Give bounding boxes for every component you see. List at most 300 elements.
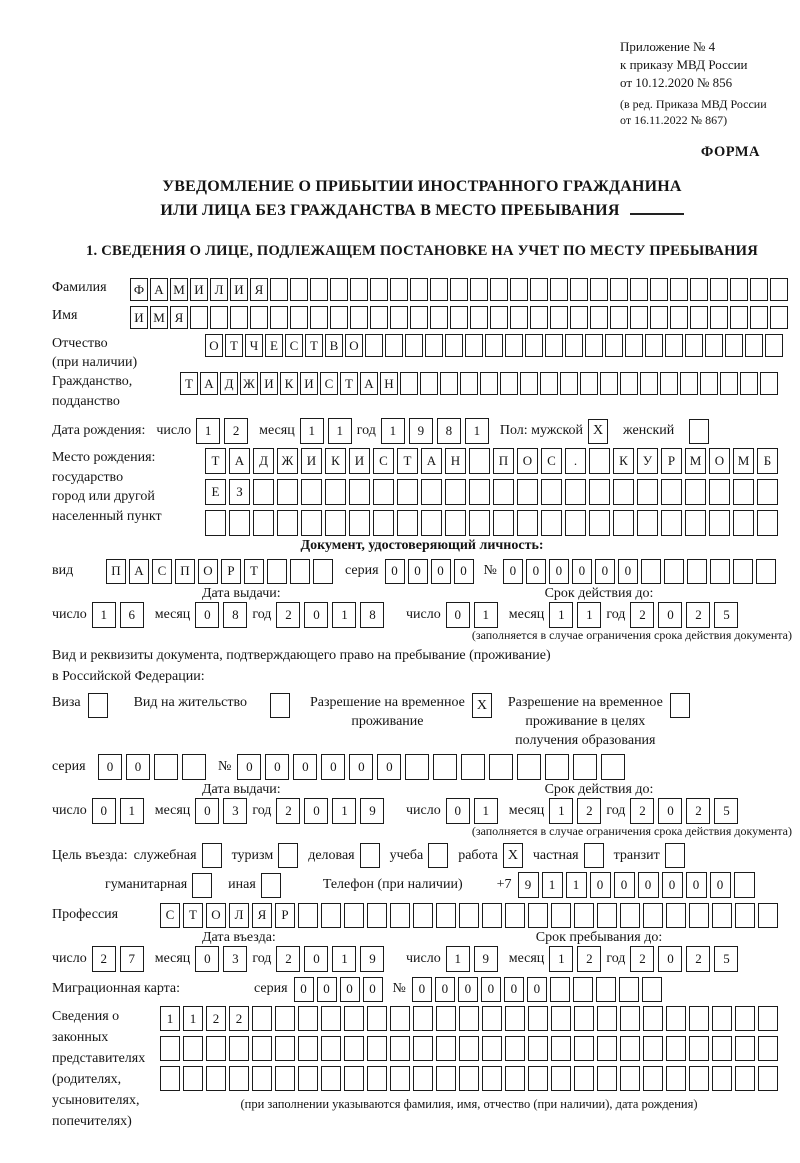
identity-issue-day-cells[interactable] [92,602,144,628]
char-cell[interactable]: 0 [446,798,470,824]
char-cell[interactable] [505,1066,525,1091]
char-cell[interactable] [390,1006,410,1031]
entry-month-cells[interactable] [195,946,247,972]
char-cell[interactable] [490,306,508,329]
purpose-official-checkbox[interactable] [202,843,222,868]
char-cell[interactable]: 0 [304,798,328,824]
char-cell[interactable] [530,306,548,329]
char-cell[interactable] [745,334,763,357]
migration-number-cells[interactable] [412,977,662,1002]
char-cell[interactable]: 8 [360,602,384,628]
char-cell[interactable]: 0 [98,754,122,780]
char-cell[interactable]: Т [305,334,323,357]
representatives-row2-cells[interactable] [160,1036,778,1061]
char-cell[interactable]: 6 [120,602,144,628]
char-cell[interactable]: 2 [630,602,654,628]
char-cell[interactable] [350,278,368,301]
char-cell[interactable] [530,278,548,301]
char-cell[interactable]: 0 [446,602,470,628]
char-cell[interactable]: 1 [332,602,356,628]
char-cell[interactable] [275,1066,295,1091]
char-cell[interactable] [597,1036,617,1061]
char-cell[interactable] [685,479,706,505]
char-cell[interactable]: А [150,278,168,301]
char-cell[interactable] [298,1036,318,1061]
surname-cells[interactable] [130,278,788,301]
char-cell[interactable] [469,448,490,474]
char-cell[interactable] [770,306,788,329]
char-cell[interactable]: 1 [328,418,352,444]
char-cell[interactable] [330,306,348,329]
char-cell[interactable] [709,510,730,536]
char-cell[interactable] [349,510,370,536]
char-cell[interactable]: О [709,448,730,474]
char-cell[interactable] [206,1036,226,1061]
char-cell[interactable] [528,903,548,928]
char-cell[interactable]: 0 [614,872,635,898]
char-cell[interactable]: 0 [618,559,638,584]
char-cell[interactable] [650,278,668,301]
char-cell[interactable] [459,1066,479,1091]
char-cell[interactable] [290,278,308,301]
char-cell[interactable] [637,479,658,505]
char-cell[interactable] [670,278,688,301]
char-cell[interactable] [367,1066,387,1091]
char-cell[interactable] [425,334,443,357]
char-cell[interactable]: Р [221,559,241,584]
char-cell[interactable] [190,306,208,329]
char-cell[interactable] [160,1066,180,1091]
char-cell[interactable]: Ж [277,448,298,474]
residence-number-cells[interactable] [237,754,625,780]
char-cell[interactable] [642,977,662,1002]
char-cell[interactable]: 2 [686,946,710,972]
char-cell[interactable] [229,1066,249,1091]
char-cell[interactable] [712,1006,732,1031]
char-cell[interactable]: 2 [630,946,654,972]
char-cell[interactable] [482,903,502,928]
entry-year-cells[interactable] [276,946,384,972]
char-cell[interactable] [758,1006,778,1031]
char-cell[interactable] [545,334,563,357]
char-cell[interactable] [517,754,541,780]
char-cell[interactable] [613,510,634,536]
char-cell[interactable] [690,278,708,301]
char-cell[interactable] [420,372,438,395]
char-cell[interactable]: 0 [293,754,317,780]
char-cell[interactable] [550,278,568,301]
char-cell[interactable] [735,1066,755,1091]
char-cell[interactable] [365,334,383,357]
char-cell[interactable]: Б [757,448,778,474]
char-cell[interactable]: 0 [572,559,592,584]
char-cell[interactable] [528,1066,548,1091]
char-cell[interactable] [541,479,562,505]
char-cell[interactable] [757,510,778,536]
char-cell[interactable]: 1 [465,418,489,444]
char-cell[interactable] [390,1066,410,1091]
char-cell[interactable] [689,903,709,928]
char-cell[interactable] [610,278,628,301]
char-cell[interactable] [367,1036,387,1061]
char-cell[interactable] [485,334,503,357]
char-cell[interactable]: 9 [360,798,384,824]
phone-cells[interactable] [518,872,755,898]
char-cell[interactable] [206,1066,226,1091]
char-cell[interactable] [301,479,322,505]
char-cell[interactable] [551,1036,571,1061]
char-cell[interactable]: Т [183,903,203,928]
char-cell[interactable]: П [175,559,195,584]
residence-series-cells[interactable] [98,754,206,780]
char-cell[interactable]: 2 [224,418,248,444]
char-cell[interactable] [505,334,523,357]
patronymic-cells[interactable] [205,334,783,357]
char-cell[interactable]: 0 [638,872,659,898]
char-cell[interactable] [765,334,783,357]
char-cell[interactable] [585,334,603,357]
char-cell[interactable] [666,1006,686,1031]
char-cell[interactable]: 0 [662,872,683,898]
char-cell[interactable] [758,1036,778,1061]
char-cell[interactable] [601,754,625,780]
char-cell[interactable]: И [230,278,248,301]
char-cell[interactable] [712,903,732,928]
char-cell[interactable]: 0 [195,602,219,628]
char-cell[interactable]: 1 [300,418,324,444]
char-cell[interactable] [275,1036,295,1061]
char-cell[interactable]: 2 [276,602,300,628]
char-cell[interactable]: 1 [549,602,573,628]
char-cell[interactable] [705,334,723,357]
char-cell[interactable] [613,479,634,505]
char-cell[interactable] [689,1006,709,1031]
char-cell[interactable]: С [152,559,172,584]
char-cell[interactable]: 0 [294,977,314,1002]
doc-type-cells[interactable] [106,559,333,584]
char-cell[interactable]: 1 [120,798,144,824]
char-cell[interactable] [373,510,394,536]
char-cell[interactable]: С [160,903,180,928]
char-cell[interactable] [643,1006,663,1031]
char-cell[interactable] [450,278,468,301]
char-cell[interactable]: 0 [321,754,345,780]
citizenship-cells[interactable] [180,372,778,395]
char-cell[interactable] [637,510,658,536]
char-cell[interactable] [625,334,643,357]
char-cell[interactable]: А [200,372,218,395]
residence-valid-year-cells[interactable] [630,798,738,824]
name-cells[interactable] [130,306,788,329]
char-cell[interactable] [493,510,514,536]
char-cell[interactable]: М [170,278,188,301]
char-cell[interactable] [735,1036,755,1061]
purpose-tourism-checkbox[interactable] [278,843,298,868]
char-cell[interactable]: 0 [458,977,478,1002]
char-cell[interactable]: О [345,334,363,357]
char-cell[interactable] [690,306,708,329]
char-cell[interactable]: И [190,278,208,301]
char-cell[interactable]: Я [170,306,188,329]
char-cell[interactable]: 1 [474,602,498,628]
char-cell[interactable]: К [613,448,634,474]
char-cell[interactable] [430,278,448,301]
char-cell[interactable] [410,306,428,329]
char-cell[interactable] [620,1066,640,1091]
char-cell[interactable] [643,1066,663,1091]
purpose-transit-checkbox[interactable] [665,843,685,868]
char-cell[interactable]: 0 [658,946,682,972]
char-cell[interactable] [597,1066,617,1091]
char-cell[interactable] [710,306,728,329]
char-cell[interactable]: 8 [437,418,461,444]
char-cell[interactable] [229,1036,249,1061]
char-cell[interactable] [757,479,778,505]
char-cell[interactable]: С [320,372,338,395]
char-cell[interactable]: И [301,448,322,474]
char-cell[interactable] [643,1036,663,1061]
char-cell[interactable] [735,1006,755,1031]
char-cell[interactable] [321,1006,341,1031]
char-cell[interactable]: Е [205,479,226,505]
char-cell[interactable]: П [106,559,126,584]
char-cell[interactable] [250,306,268,329]
char-cell[interactable] [183,1066,203,1091]
char-cell[interactable] [253,510,274,536]
char-cell[interactable]: 1 [549,946,573,972]
profession-cells[interactable] [160,903,778,928]
char-cell[interactable]: 0 [431,559,451,584]
char-cell[interactable] [445,334,463,357]
char-cell[interactable] [550,977,570,1002]
char-cell[interactable]: К [325,448,346,474]
char-cell[interactable] [290,306,308,329]
stay-year-cells[interactable] [630,946,738,972]
char-cell[interactable] [528,1036,548,1061]
char-cell[interactable]: 5 [714,946,738,972]
char-cell[interactable] [344,903,364,928]
identity-issue-year-cells[interactable] [276,602,384,628]
char-cell[interactable] [520,372,538,395]
char-cell[interactable]: 9 [474,946,498,972]
char-cell[interactable]: 1 [332,798,356,824]
char-cell[interactable]: 1 [183,1006,203,1031]
birthplace-row1-cells[interactable] [205,448,778,474]
char-cell[interactable] [605,334,623,357]
char-cell[interactable] [756,559,776,584]
char-cell[interactable] [253,479,274,505]
char-cell[interactable] [344,1036,364,1061]
char-cell[interactable] [505,1036,525,1061]
char-cell[interactable] [510,306,528,329]
char-cell[interactable] [367,1006,387,1031]
char-cell[interactable] [709,479,730,505]
char-cell[interactable] [450,306,468,329]
char-cell[interactable] [758,1066,778,1091]
char-cell[interactable]: 2 [276,946,300,972]
char-cell[interactable] [661,479,682,505]
char-cell[interactable]: 3 [223,798,247,824]
char-cell[interactable]: 0 [265,754,289,780]
char-cell[interactable]: 1 [196,418,220,444]
char-cell[interactable] [670,306,688,329]
char-cell[interactable] [405,754,429,780]
char-cell[interactable] [482,1066,502,1091]
char-cell[interactable] [325,479,346,505]
birthplace-row3-cells[interactable] [205,510,778,536]
char-cell[interactable]: 0 [385,559,405,584]
char-cell[interactable] [505,1006,525,1031]
char-cell[interactable] [370,306,388,329]
char-cell[interactable] [469,510,490,536]
char-cell[interactable] [560,372,578,395]
char-cell[interactable] [229,510,250,536]
char-cell[interactable] [630,306,648,329]
char-cell[interactable] [459,1006,479,1031]
char-cell[interactable]: 2 [686,602,710,628]
char-cell[interactable] [733,479,754,505]
char-cell[interactable]: Т [397,448,418,474]
char-cell[interactable]: 0 [710,872,731,898]
char-cell[interactable] [574,1036,594,1061]
char-cell[interactable] [350,306,368,329]
char-cell[interactable]: 9 [409,418,433,444]
char-cell[interactable] [313,559,333,584]
char-cell[interactable] [489,754,513,780]
char-cell[interactable] [301,510,322,536]
char-cell[interactable]: О [205,334,223,357]
residence-valid-day-cells[interactable] [446,798,498,824]
char-cell[interactable] [298,1066,318,1091]
char-cell[interactable] [596,977,616,1002]
char-cell[interactable] [270,306,288,329]
char-cell[interactable] [735,903,755,928]
char-cell[interactable] [620,903,640,928]
char-cell[interactable] [712,1036,732,1061]
char-cell[interactable] [325,510,346,536]
char-cell[interactable] [267,559,287,584]
char-cell[interactable]: 1 [381,418,405,444]
char-cell[interactable]: 0 [377,754,401,780]
char-cell[interactable] [620,1036,640,1061]
char-cell[interactable] [685,334,703,357]
char-cell[interactable] [710,278,728,301]
char-cell[interactable] [459,903,479,928]
char-cell[interactable] [580,372,598,395]
char-cell[interactable]: 2 [630,798,654,824]
char-cell[interactable] [465,334,483,357]
char-cell[interactable] [421,510,442,536]
char-cell[interactable] [590,278,608,301]
char-cell[interactable]: 8 [223,602,247,628]
char-cell[interactable]: 1 [446,946,470,972]
char-cell[interactable]: 0 [481,977,501,1002]
char-cell[interactable]: Я [252,903,272,928]
char-cell[interactable] [750,306,768,329]
char-cell[interactable]: 0 [527,977,547,1002]
char-cell[interactable]: П [493,448,514,474]
char-cell[interactable]: 1 [474,798,498,824]
char-cell[interactable] [750,278,768,301]
char-cell[interactable] [252,1006,272,1031]
char-cell[interactable] [545,754,569,780]
char-cell[interactable]: М [733,448,754,474]
char-cell[interactable]: 0 [304,602,328,628]
char-cell[interactable]: 2 [577,946,601,972]
char-cell[interactable]: 3 [223,946,247,972]
char-cell[interactable] [252,1066,272,1091]
char-cell[interactable] [321,1036,341,1061]
char-cell[interactable]: Ж [240,372,258,395]
char-cell[interactable]: У [637,448,658,474]
char-cell[interactable]: 1 [160,1006,180,1031]
char-cell[interactable] [505,903,525,928]
char-cell[interactable] [570,278,588,301]
char-cell[interactable] [734,872,755,898]
char-cell[interactable] [436,1036,456,1061]
char-cell[interactable]: 0 [363,977,383,1002]
char-cell[interactable] [574,1066,594,1091]
char-cell[interactable]: З [229,479,250,505]
char-cell[interactable] [597,903,617,928]
char-cell[interactable] [440,372,458,395]
birthdate-year-cells[interactable] [381,418,489,444]
char-cell[interactable] [210,306,228,329]
char-cell[interactable] [413,1036,433,1061]
char-cell[interactable]: Е [265,334,283,357]
char-cell[interactable] [470,278,488,301]
char-cell[interactable]: Т [244,559,264,584]
char-cell[interactable]: Л [210,278,228,301]
char-cell[interactable] [589,479,610,505]
identity-valid-month-cells[interactable] [549,602,601,628]
char-cell[interactable] [410,278,428,301]
char-cell[interactable] [321,1066,341,1091]
char-cell[interactable] [160,1036,180,1061]
char-cell[interactable] [666,1036,686,1061]
char-cell[interactable] [660,372,678,395]
char-cell[interactable] [370,278,388,301]
identity-valid-day-cells[interactable] [446,602,498,628]
char-cell[interactable] [397,510,418,536]
char-cell[interactable]: 0 [526,559,546,584]
char-cell[interactable] [700,372,718,395]
char-cell[interactable] [590,306,608,329]
char-cell[interactable] [551,1006,571,1031]
char-cell[interactable]: 0 [686,872,707,898]
char-cell[interactable]: О [517,448,538,474]
char-cell[interactable]: Н [380,372,398,395]
char-cell[interactable]: 0 [504,977,524,1002]
char-cell[interactable]: 0 [412,977,432,1002]
char-cell[interactable] [517,510,538,536]
char-cell[interactable] [733,510,754,536]
char-cell[interactable]: 0 [92,798,116,824]
char-cell[interactable] [610,306,628,329]
char-cell[interactable] [550,306,568,329]
char-cell[interactable] [230,306,248,329]
char-cell[interactable] [413,1066,433,1091]
char-cell[interactable] [620,372,638,395]
char-cell[interactable]: Н [445,448,466,474]
char-cell[interactable]: 1 [549,798,573,824]
char-cell[interactable]: 2 [229,1006,249,1031]
char-cell[interactable]: Т [340,372,358,395]
char-cell[interactable] [154,754,178,780]
char-cell[interactable] [460,372,478,395]
char-cell[interactable] [540,372,558,395]
char-cell[interactable]: Д [253,448,274,474]
